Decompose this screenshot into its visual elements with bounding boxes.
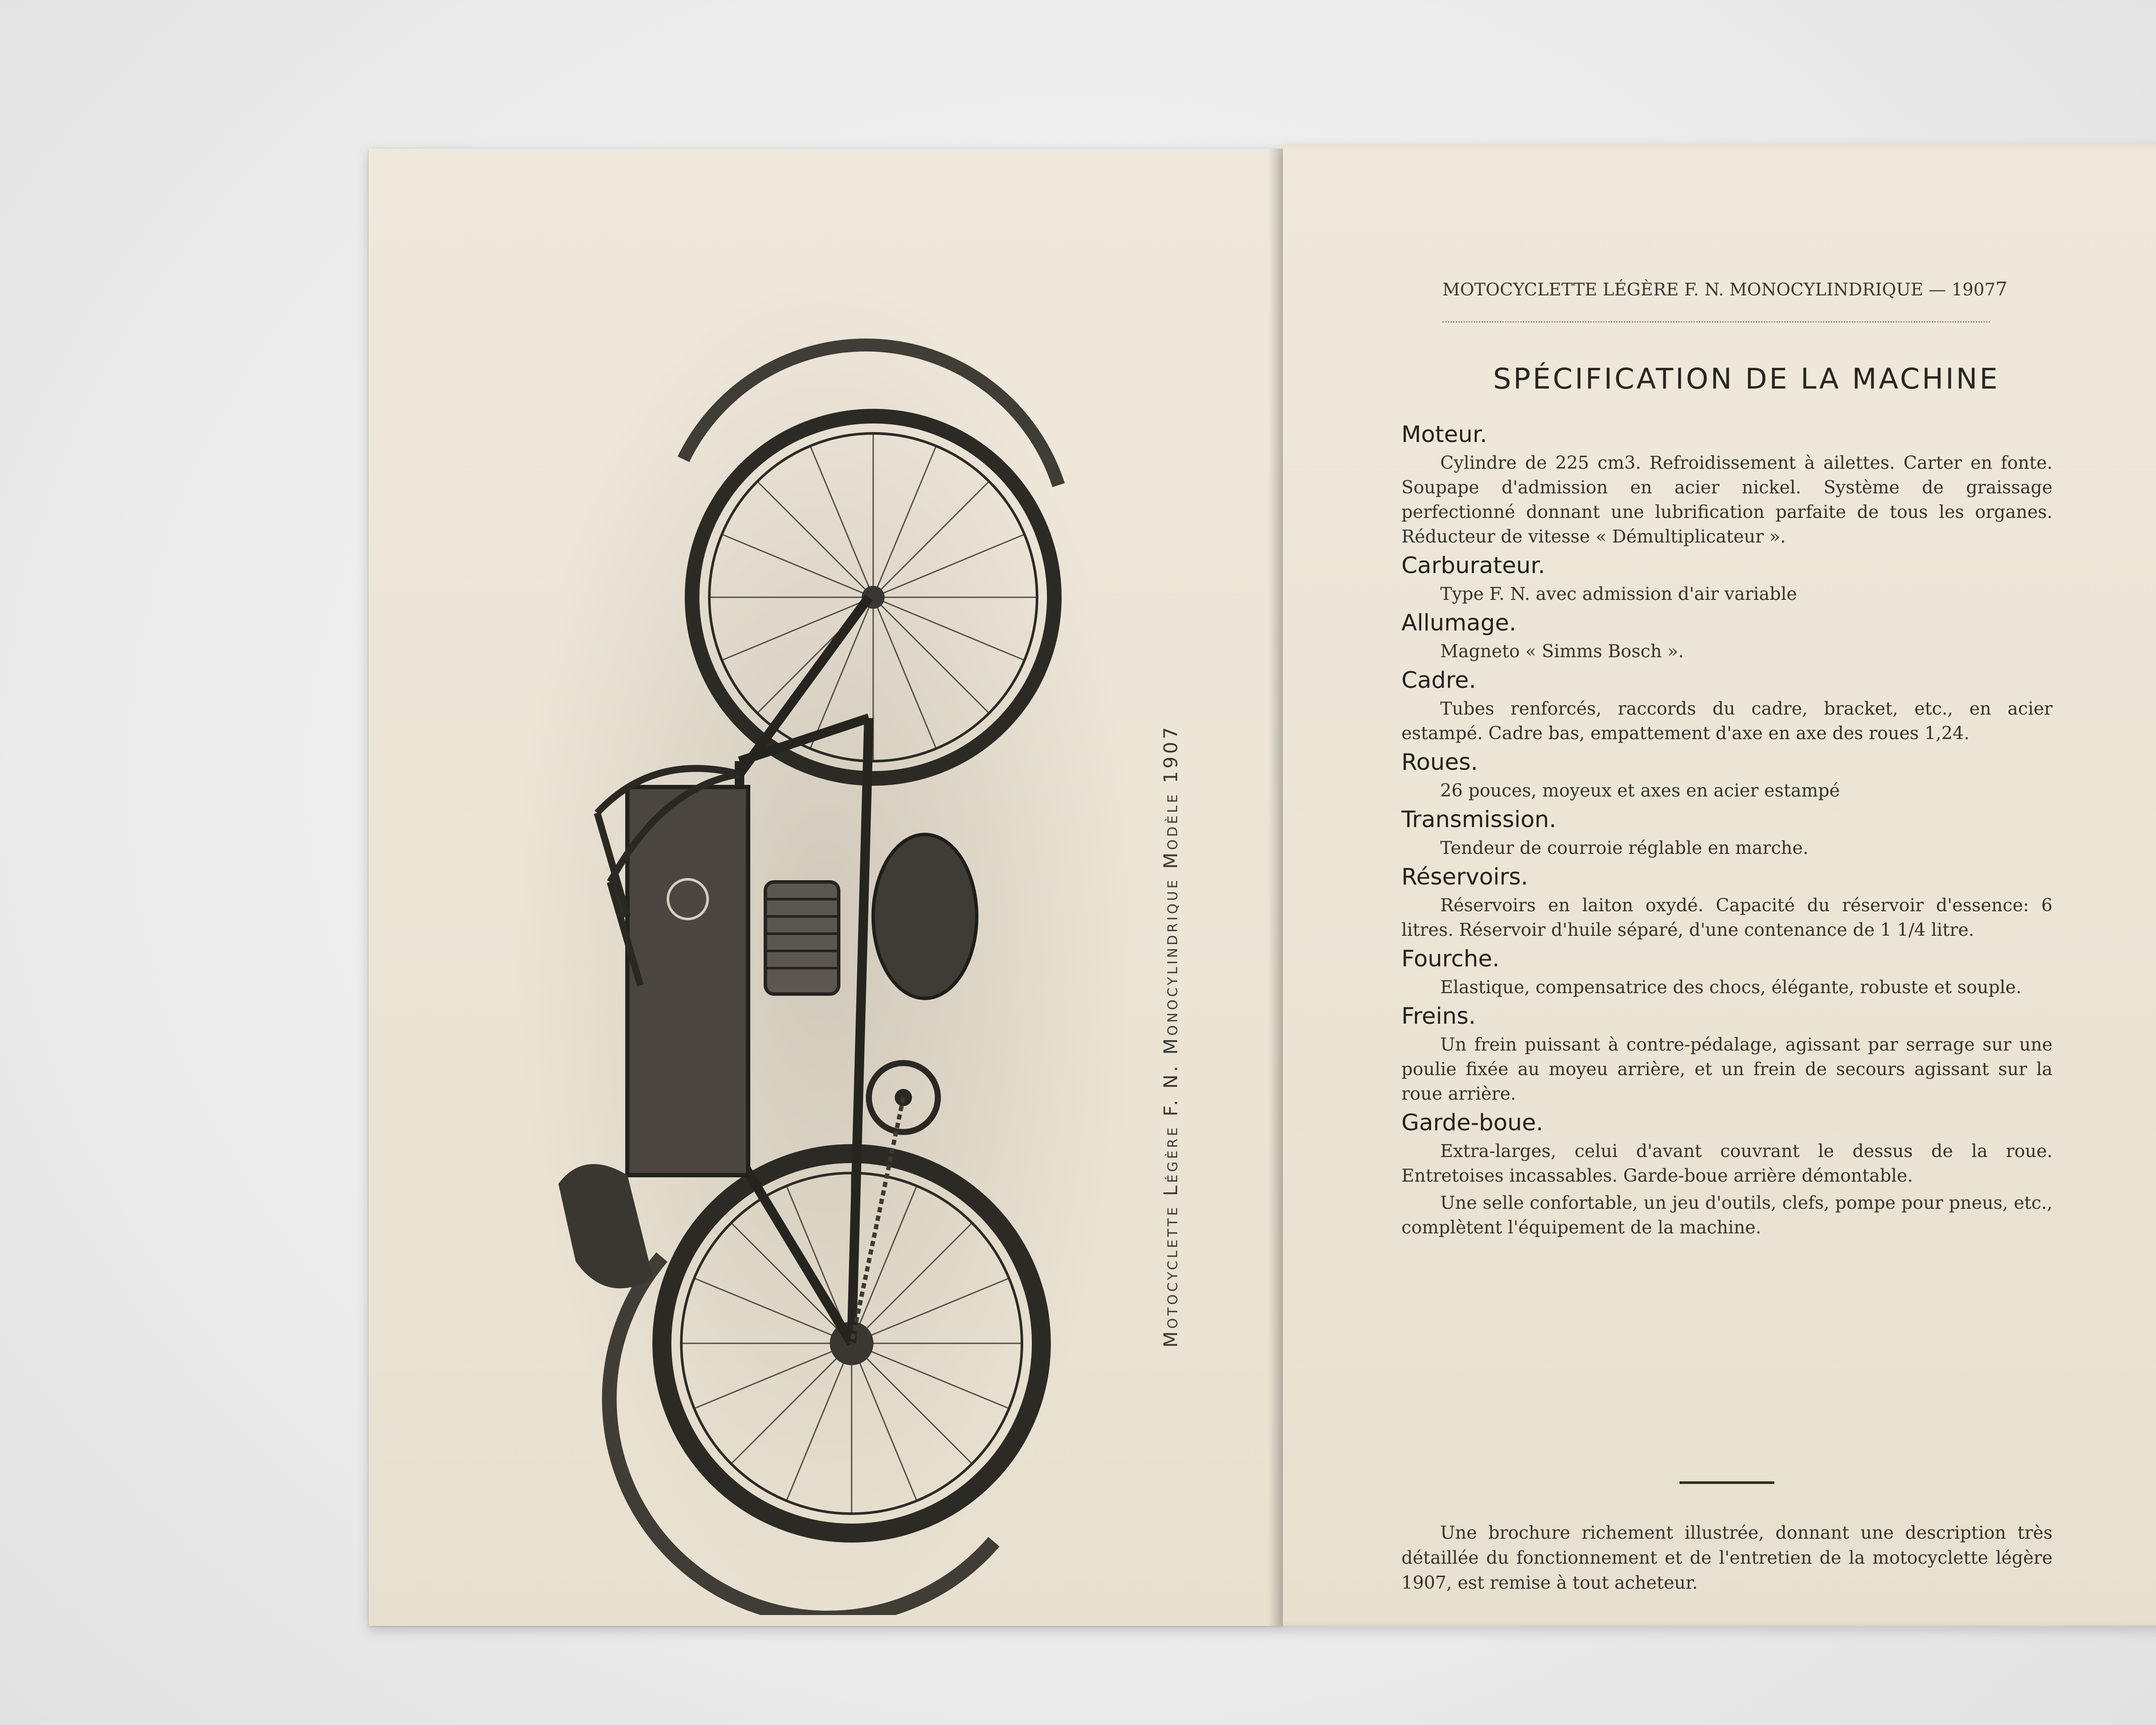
- section-heading-reservoirs: Réservoirs.: [1401, 864, 1528, 890]
- section-divider: [1680, 1481, 1774, 1484]
- section-heading-transmission: Transmission.: [1401, 806, 1557, 833]
- section-heading-garde-boue: Garde-boue.: [1401, 1110, 1543, 1136]
- left-page: [369, 149, 1283, 1626]
- section-heading-fourche: Fourche.: [1401, 946, 1500, 972]
- section-heading-carburateur: Carburateur.: [1401, 552, 1545, 579]
- section-heading-cadre: Cadre.: [1401, 667, 1476, 693]
- running-head: [1442, 278, 2008, 300]
- fuel-tank: [627, 787, 748, 1175]
- section-body-carburateur: Type F. N. avec admission d'air variable: [1440, 583, 1797, 604]
- motorcycle-illustration: [498, 244, 1128, 1615]
- section-heading-moteur: Moteur.: [1401, 421, 1487, 448]
- section-body-garde-boue: Extra-larges, celui d'avant couvrant le dessus de la roue. Entretoises incassables. Garde-boue arrière démontable.: [1401, 1141, 2053, 1186]
- section-body-freins: Un frein puissant à contre-pédalage, agissant par serrage sur une poulie fixée au moyeu arrière, et un frein de secours agissant sur la roue arrière.: [1401, 1034, 2053, 1104]
- section-body-transmission: Tendeur de courroie réglable en marche.: [1440, 837, 1808, 858]
- section-heading-roues: Roues.: [1401, 749, 1478, 775]
- header-rule: [1442, 321, 1990, 323]
- running-head-title: MOTOCYCLETTE LÉGÈRE F. N. MONOCYLINDRIQUE — 1907: [1442, 280, 1996, 300]
- specification-list: [1401, 420, 2053, 1242]
- page-number: 7: [1995, 278, 2008, 300]
- section-body-roues: 26 pouces, moyeux et axes en acier estampé: [1440, 780, 1840, 801]
- right-page: [1283, 144, 2156, 1626]
- footer-note: Une brochure richement illustrée, donnant une description très détaillée du fonctionnement et de l'entretien de la motocyclette légère 1907, est remise à tout acheteur.: [1401, 1522, 2053, 1593]
- section-body-moteur: Cylindre de 225 cm3. Refroidissement à ailettes. Carter en fonte. Soupape d'admission en acier nickel. Système de graissage perfectionné donnant une lubrification parfaite de tous les organes. Réducteur de vitesse « Démultiplicateur ».: [1401, 452, 2053, 547]
- page-title: SPÉCIFICATION DE LA MACHINE: [1493, 362, 2000, 395]
- closing-line: Une selle confortable, un jeu d'outils, clefs, pompe pour pneus, etc., complètent l'équipement de la machine.: [1401, 1192, 2053, 1238]
- left-page-caption: Motocyclette Légère F. N. Monocylindrique Modèle 1907: [1160, 724, 1182, 1348]
- section-heading-allumage: Allumage.: [1401, 610, 1517, 636]
- section-body-allumage: Magneto « Simms Bosch ».: [1440, 641, 1684, 662]
- section-body-reservoirs: Réservoirs en laiton oxydé. Capacité du réservoir d'essence: 6 litres. Réservoir d'huile séparé, d'une contenance de 1 1/4 litre.: [1401, 895, 2053, 940]
- section-heading-freins: Freins.: [1401, 1003, 1476, 1029]
- section-body-cadre: Tubes renforcés, raccords du cadre, bracket, etc., en acier estampé. Cadre bas, empattement d'axe en axe des roues 1,24.: [1401, 698, 2053, 743]
- section-body-fourche: Elastique, compensatrice des chocs, élégante, robuste et souple.: [1440, 977, 2022, 997]
